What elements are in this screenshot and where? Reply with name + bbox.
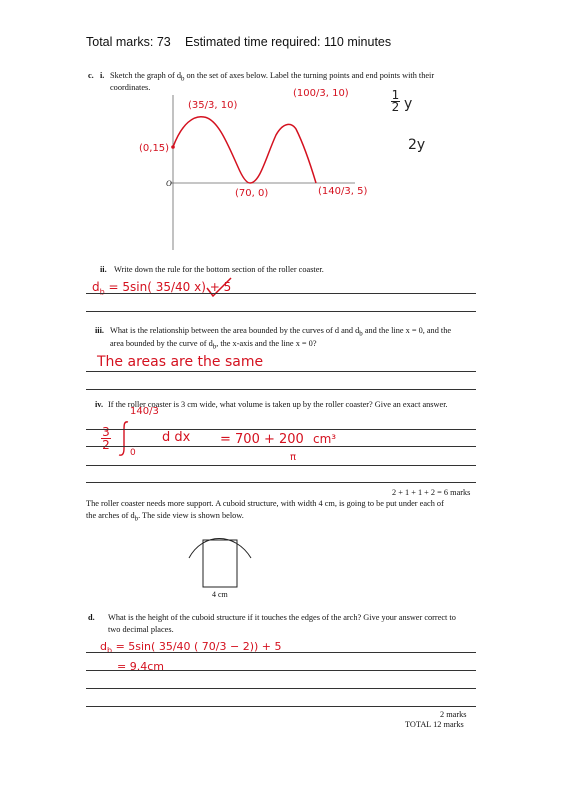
question-text: area bounded by the curve of d [110,339,213,348]
handwritten-max-1: (35/3, 10) [188,100,238,111]
part-c-i-label: i. [100,71,105,80]
diagram-caption: 4 cm [212,590,228,599]
handwritten-answer-d-2: = 9.4cm [117,660,164,673]
arch-curve [189,539,251,559]
handwritten-start-point: (0,15) [139,143,170,154]
marks-part-d: 2 marks [440,710,467,719]
tick-mark-icon [205,276,233,298]
answer-result: = 700 + 200 [220,432,304,447]
marks-part-c: 2 + 1 + 1 + 2 = 6 marks [392,488,471,497]
subscript: b [212,343,217,351]
integral-sign-icon [117,420,131,458]
answer-line [86,293,476,294]
part-c-i-question [110,70,470,85]
start-point-dot [171,145,175,149]
sketch-curve [173,117,316,183]
estimated-time: Estimated time required: 110 minutes [185,35,392,49]
answer-line [86,465,476,466]
fraction-den: 2 [102,438,110,452]
fraction-top: 1 [391,88,400,102]
answer-line [86,446,476,447]
part-d-question: What is the height of the cuboid structure if it touches the edges of the arch? Give your answer correct to [108,613,456,622]
support-text-part: . The side view is shown below. [138,511,244,520]
answer-line [86,429,476,430]
question-text: Sketch the graph of d [110,71,181,80]
answer-line [86,652,476,653]
answer-line [86,482,476,483]
handwritten-max-2: (100/3, 10) [293,88,349,99]
part-d-question-cont: two decimal places. [108,625,174,634]
question-text: , the x-axis and the line x = 0? [216,339,317,348]
answer-line [86,389,476,390]
part-c-ii-label: ii. [100,265,107,274]
support-text-cont [86,510,244,525]
origin-label: O [166,179,172,188]
total-marks: Total marks: 73 [86,35,171,49]
part-c-label: c. [88,71,94,80]
part-d-label: d. [88,613,95,622]
subscript: b [134,515,139,523]
subscript: b [180,75,185,83]
answer-sub: b [99,287,105,297]
part-c-iv-label: iv. [95,400,104,409]
support-text: The roller coaster needs more support. A cuboid structure, with width 4 cm, is going to be put under each of [86,499,444,508]
question-text: and the line x = 0, and the [362,326,452,335]
answer-line [86,311,476,312]
cuboid-rect [203,540,237,587]
answer-line [86,706,476,707]
part-c-iii-question-cont [110,338,317,353]
answer-units: cm³ [313,432,337,446]
answer-line [86,371,476,372]
handwritten-min-1: (70, 0) [235,188,269,199]
part-c-i-question-cont: coordinates. [110,83,151,92]
answer-lhs: d [92,280,100,294]
part-c-iii-label: iii. [95,326,104,335]
answer-lhs: d [100,640,107,653]
support-text-part: the arches of d [86,511,135,520]
margin-fraction [391,90,400,113]
handwritten-end-point: (140/3, 5) [318,186,368,197]
integrand: d dx [162,430,191,445]
fraction-num: 3 [102,425,110,439]
subscript: b [359,330,363,338]
integral-lower: 0 [130,448,136,458]
cuboid-arch-diagram [185,526,257,590]
answer-sub: b [106,646,113,656]
total-marks-summary: TOTAL 12 marks [405,720,464,729]
answer-rhs: = 5sin( 35/40 x) + 5 [108,280,232,294]
part-c-iv-question: If the roller coaster is 3 cm wide, what volume is taken up by the roller coaster? Give an exact answer. [108,400,448,409]
integral-upper: 140/3 [130,406,159,417]
margin-var: y [404,96,413,112]
question-text: on the set of axes below. Label the turning points and end points with their [184,71,435,80]
part-c-ii-question: Write down the rule for the bottom section of the roller coaster. [114,265,324,274]
margin-note-2y: 2y [408,137,426,153]
handwritten-answer-iii: The areas are the same [97,354,264,370]
answer-result-den: π [290,452,297,463]
answer-line [86,670,476,671]
answer-line [86,688,476,689]
question-text: What is the relationship between the area bounded by the curves of d and d [110,326,360,335]
answer-rhs: = 5sin( 35/40 ( 70/3 − 2)) + 5 [115,640,282,653]
fraction-bottom: 2 [391,100,400,114]
